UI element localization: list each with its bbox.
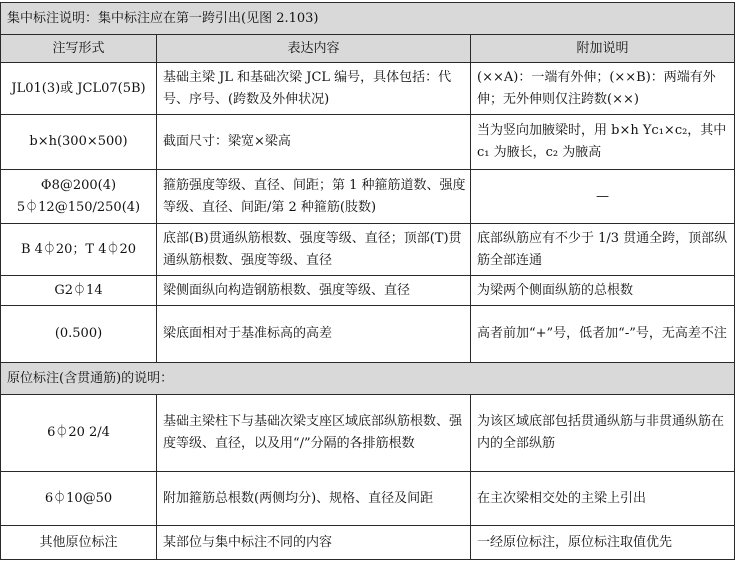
form-cell: 6⏀10@50 <box>1 472 157 526</box>
table-row <box>1 526 735 560</box>
annotation-spec-table <box>0 2 735 560</box>
table-row <box>1 63 735 115</box>
note-cell: — <box>471 170 735 224</box>
note-cell: 高者前加“+”号，低者加“-”号，无高差不注 <box>471 306 735 363</box>
section-title-in-situ: 原位标注(含贯通筋)的说明： <box>1 363 735 395</box>
content-cell: 梁底面相对于基准标高的高差 <box>157 306 471 363</box>
column-header-form: 注写形式 <box>1 35 157 63</box>
form-cell: 其他原位标注 <box>1 526 157 560</box>
section-title-concentrated: 集中标注说明：集中标注应在第一跨引出(见图 2.103) <box>1 3 735 35</box>
note-cell: (××A)：一端有外伸；(××B)：两端有外伸；无外伸则仅注跨数(××) <box>471 63 735 115</box>
form-cell: JL01(3)或 JCL07(5B) <box>1 63 157 115</box>
form-cell: G2⏀14 <box>1 276 157 306</box>
note-cell: 一经原位标注，原位标注取值优先 <box>471 526 735 560</box>
note-cell: 为梁两个侧面纵筋的总根数 <box>471 276 735 306</box>
section-header-row <box>1 363 735 395</box>
column-header-note: 附加说明 <box>471 35 735 63</box>
form-cell: (0.500) <box>1 306 157 363</box>
content-cell: 梁侧面纵向构造钢筋根数、强度等级、直径 <box>157 276 471 306</box>
table-row <box>1 224 735 276</box>
table-row <box>1 170 735 224</box>
table-row <box>1 472 735 526</box>
table-row <box>1 115 735 170</box>
form-cell: 6⏀20 2/4 <box>1 395 157 472</box>
table-row <box>1 276 735 306</box>
content-cell: 底部(B)贯通纵筋根数、强度等级、直径；顶部(T)贯通纵筋根数、强度等级、直径 <box>157 224 471 276</box>
note-cell: 当为竖向加腋梁时，用 b×h Yc₁×c₂，其中 c₁ 为腋长，c₂ 为腋高 <box>471 115 735 170</box>
table-row <box>1 306 735 363</box>
note-cell: 为该区域底部包括贯通纵筋与非贯通纵筋在内的全部纵筋 <box>471 395 735 472</box>
content-cell: 基础主梁柱下与基础次梁支座区域底部纵筋根数、强度等级、直径，以及用“/”分隔的各排筋根数 <box>157 395 471 472</box>
form-line-2: 5⏀12@150/250(4) <box>16 199 141 215</box>
table-row <box>1 395 735 472</box>
content-cell: 截面尺寸：梁宽×梁高 <box>157 115 471 170</box>
content-cell: 基础主梁 JL 和基础次梁 JCL 编号，具体包括：代号、序号、(跨数及外伸状况) <box>157 63 471 115</box>
form-cell: B 4⏀20；T 4⏀20 <box>1 224 157 276</box>
column-header-content: 表达内容 <box>157 35 471 63</box>
form-cell: b×h(300×500) <box>1 115 157 170</box>
column-header-row <box>1 35 735 63</box>
note-cell: 底部纵筋应有不少于 1/3 贯通全跨，顶部纵筋全部连通 <box>471 224 735 276</box>
section-header-row <box>1 3 735 35</box>
content-cell: 某部位与集中标注不同的内容 <box>157 526 471 560</box>
form-line-1: Φ8@200(4) <box>40 177 117 193</box>
content-cell: 箍筋强度等级、直径、间距；第 1 种箍筋道数、强度等级、直径、间距/第 2 种箍筋(肢数) <box>157 170 471 224</box>
content-cell: 附加箍筋总根数(两侧均分)、规格、直径及间距 <box>157 472 471 526</box>
note-cell: 在主次梁相交处的主梁上引出 <box>471 472 735 526</box>
form-cell <box>1 170 157 224</box>
